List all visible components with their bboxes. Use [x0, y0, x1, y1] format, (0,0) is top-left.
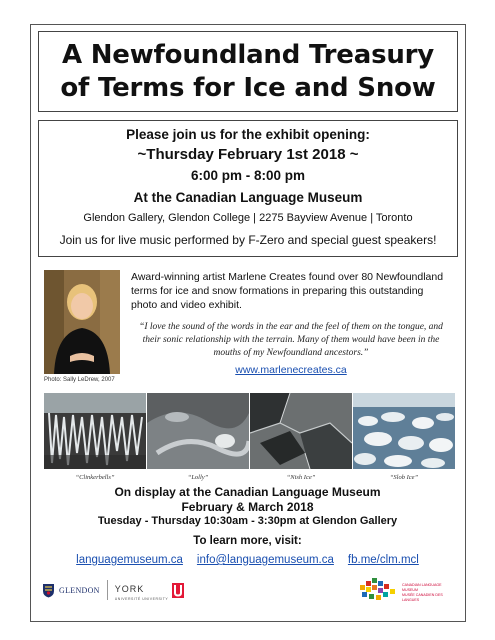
logo-divider — [107, 580, 108, 600]
learn-more-heading: To learn more, visit: — [193, 535, 302, 547]
title-box — [38, 31, 458, 112]
clm-name-en: CANADIAN LANGUAGE MUSEUM — [402, 583, 442, 592]
poster-title-line1: A Newfoundland Treasury — [61, 39, 435, 70]
york-name: YORK — [114, 584, 145, 594]
museum-email-link[interactable]: info@languagemuseum.ca — [196, 554, 334, 566]
opening-date: ~Thursday February 1st 2018 ~ — [137, 146, 359, 163]
caption-clinkerbells: “Clinkerbells” — [75, 474, 115, 481]
glendon-york-logo — [42, 579, 184, 601]
clm-wordmark — [402, 583, 456, 603]
opening-address: Glendon Gallery, Glendon College | 2275 Bayview Avenue | Toronto — [83, 212, 413, 224]
glendon-crest-icon — [42, 583, 55, 598]
display-months: February & March 2018 — [181, 500, 314, 514]
caption-slob-ice: “Slob Ice” — [389, 474, 419, 481]
artist-bio: Award-winning artist Marlene Creates found over 80 Newfoundland terms for ice and snow formations in preparing this outstanding photo and video exhibit. — [131, 271, 444, 311]
york-u-icon — [172, 583, 184, 598]
opening-time: 6:00 pm - 8:00 pm — [190, 168, 306, 183]
contact-links — [0, 554, 495, 566]
artist-website-link[interactable]: www.marlenecreates.ca — [235, 364, 347, 376]
museum-website-link[interactable]: languagemuseum.ca — [76, 554, 183, 566]
clm-name-fr: MUSÉE CANADIEN DES LANGUES — [402, 593, 443, 602]
artist-quote: “I love the sound of the words in the ear and the feel of them on the tongue, and their sonic relationship with the terrain. Many of them would have been in the mouths of my Newfoundland ancestors.” — [139, 322, 443, 358]
york-wordmark — [115, 579, 168, 601]
photo-credit: Photo: Sally LeDrew, 2007 — [44, 377, 115, 383]
clm-mosaic-icon — [358, 575, 400, 603]
opening-info-box — [38, 120, 458, 257]
ice-photo-clinkerbells — [44, 393, 146, 469]
display-hours: Tuesday - Thursday 10:30am - 3:30pm at Glendon Gallery — [97, 515, 398, 527]
ice-photo-lolly — [147, 393, 249, 469]
caption-nish-ice: “Nish Ice” — [286, 474, 316, 481]
ice-photo-slob-ice — [353, 393, 455, 469]
clm-logo — [358, 575, 454, 603]
display-location: On display at the Canadian Language Museum — [114, 485, 381, 499]
music-announcement: Join us for live music performed by F-Zero and special guest speakers! — [59, 233, 437, 247]
glendon-wordmark: GLENDON — [59, 585, 100, 595]
invite-text: Please join us for the exhibit opening: — [126, 127, 370, 142]
ice-photo-nish-ice — [250, 393, 352, 469]
sponsor-logos — [42, 575, 454, 603]
opening-venue: At the Canadian Language Museum — [133, 190, 363, 205]
poster-title-line2: of Terms for Ice and Snow — [60, 72, 436, 103]
artist-portrait-photo — [44, 270, 120, 374]
caption-lolly: “Lolly” — [187, 474, 209, 481]
york-subtitle: UNIVERSITÉ UNIVERSITY — [114, 597, 169, 601]
museum-facebook-link[interactable]: fb.me/clm.mcl — [347, 554, 419, 566]
